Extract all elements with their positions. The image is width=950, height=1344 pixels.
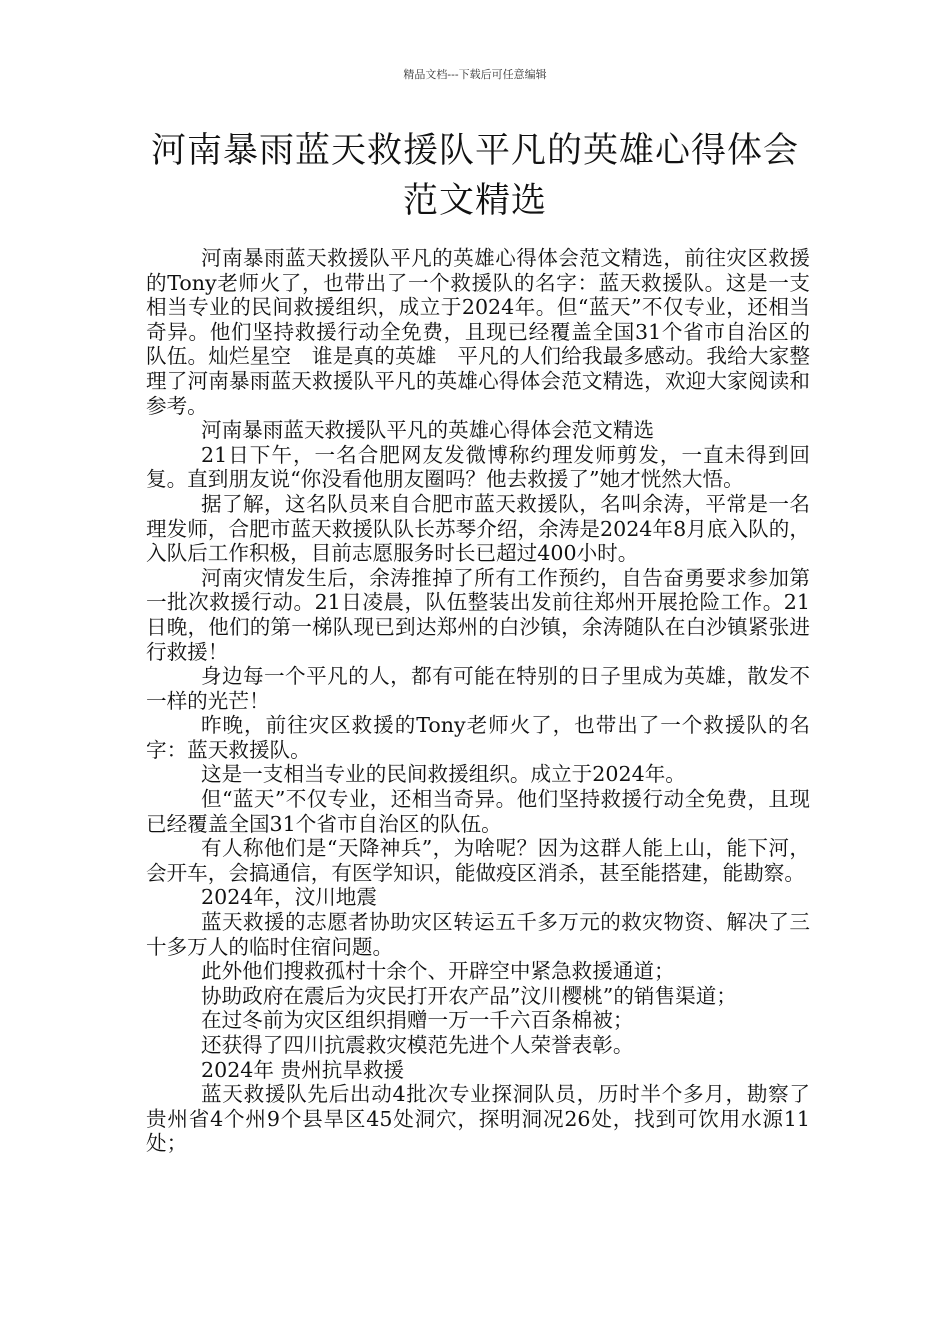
paragraph-subtitle: 河南暴雨蓝天救援队平凡的英雄心得体会范文精选 xyxy=(201,418,655,443)
paragraph: 有人称他们是“天降神兵”，为啥呢？因为这群人能上山，能下河，会开车，会搞通信，有医学知识，能做疫区消杀，甚至能搭建，能勘察。 xyxy=(146,836,810,885)
paragraph: 还获得了四川抗震救灾模范先进个人荣誉表彰。 xyxy=(201,1033,634,1057)
paragraph: 21日下午，一名合肥网友发微博称约理发师剪发，一直未得到回复。直到朋友说“你没看他朋友圈吗？他去救援了”她才恍然大悟。 xyxy=(146,442,810,492)
title-line-2: 范文精选 xyxy=(402,181,547,221)
paragraph: 蓝天救援的志愿者协助灾区转运五千多万元的救灾物资、解决了三十多万人的临时住宿问题。 xyxy=(146,910,810,959)
paragraph: 蓝天救援队先后出动4批次专业探洞队员，历时半个多月，勘察了贵州省4个州9个县旱区45处洞穴，探明洞况26处，找到可饮用水源11处； xyxy=(146,1082,810,1156)
page-header: 精品文档---下载后可任意编辑 xyxy=(403,68,547,81)
paragraph: 河南灾情发生后，余涛推掉了所有工作预约，自告奋勇要求参加第一批次救援行动。21日凌晨，队伍整装出发前往郑州开展抢险工作。21日晚，他们的第一梯队现已到达郑州的白沙镇，余涛随队在白沙镇紧张进行救援！ xyxy=(146,565,810,664)
section-heading: 2024年，汶川地震 xyxy=(201,885,377,910)
paragraph: 此外他们搜救孤村十余个、开辟空中紧急救援通道； xyxy=(201,959,675,984)
paragraph: 但“蓝天”不仅专业，还相当奇异。他们坚持救援行动全免费，且现已经覆盖全国31个省市自治区的队伍。 xyxy=(146,787,810,836)
document-body xyxy=(146,246,810,1156)
paragraph: 协助政府在震后为灾民打开农产品”汶川樱桃”的销售渠道； xyxy=(201,983,737,1008)
paragraph: 昨晚，前往灾区救援的Tony老师火了，也带出了一个救援队的名字：蓝天救援队。 xyxy=(146,713,810,762)
paragraph: 在过冬前为灾区组织捐赠一万一千六百条棉被； xyxy=(201,1008,634,1033)
paragraph: 据了解，这名队员来自合肥市蓝天救援队，名叫余涛，平常是一名理发师，合肥市蓝天救援队队长苏琴介绍，余涛是2024年8月底入队的，入队后工作积极，目前志愿服务时长已超过400小时。 xyxy=(146,491,810,566)
paragraph: 这是一支相当专业的民间救援组织。成立于2024年。 xyxy=(201,762,686,787)
paragraph-intro: 河南暴雨蓝天救援队平凡的英雄心得体会范文精选，前往灾区救援的Tony老师火了，也带出了一个救援队的名字：蓝天救援队。这是一支相当专业的民间救援组织，成立于2024年。但“蓝天”不仅专业，还相当奇异。他们坚持救援行动全免费，且现已经覆盖全国31个省市自治区的队伍。灿烂星空 谁是真的英雄 平凡的人们给我最多感动。我给大家整理了河南暴雨蓝天救援队平凡的英雄心得体会范文精选，欢迎大家阅读和参考。 xyxy=(146,246,810,418)
paragraph: 身边每一个平凡的人，都有可能在特别的日子里成为英雄，散发不一样的光芒！ xyxy=(146,664,810,713)
title-line-1: 河南暴雨蓝天救援队平凡的英雄心得体会 xyxy=(150,131,799,171)
document-title xyxy=(90,126,860,226)
section-heading: 2024年 贵州抗旱救援 xyxy=(201,1057,405,1082)
